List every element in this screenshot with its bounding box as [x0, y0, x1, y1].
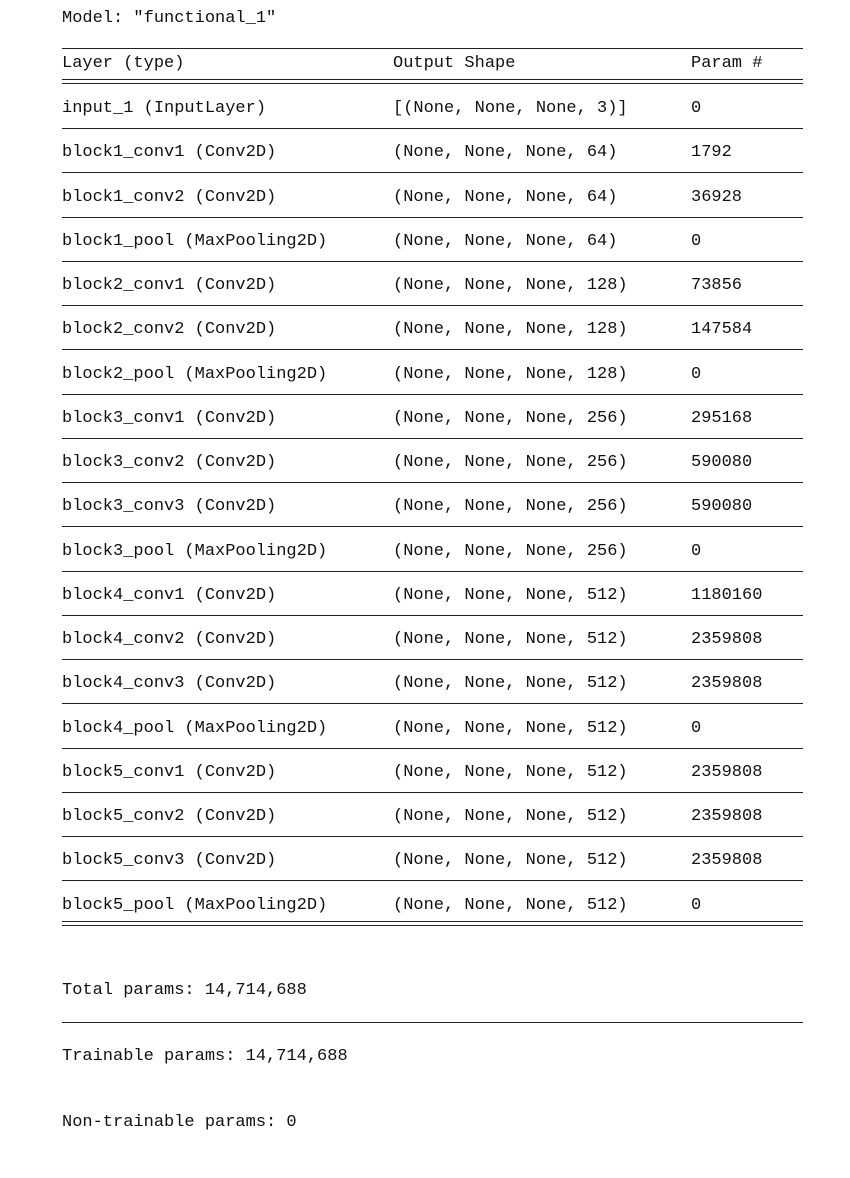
table-row [62, 275, 803, 319]
footer-end-rule [62, 1022, 803, 1023]
layer-name-cell: block1_conv1 (Conv2D) [62, 143, 277, 163]
row-separator [62, 128, 803, 129]
param-count-cell: 0 [691, 231, 702, 251]
param-count-cell: 1180160 [691, 585, 763, 605]
table-row [62, 364, 803, 408]
row-separator [62, 305, 803, 306]
output-shape-cell: (None, None, None, 512) [393, 674, 628, 694]
param-count-cell: 36928 [691, 187, 743, 207]
layer-name-cell: block3_conv1 (Conv2D) [62, 408, 277, 428]
param-count-cell: 1792 [691, 143, 732, 163]
row-separator [62, 394, 803, 395]
total-params: Total params: 14,714,688 [62, 981, 307, 1000]
param-totals [62, 936, 348, 1178]
layer-name-cell: block5_conv1 (Conv2D) [62, 762, 277, 782]
model-title: Model: "functional_1" [62, 9, 277, 28]
output-shape-cell: (None, None, None, 64) [393, 187, 618, 207]
output-shape-cell: (None, None, None, 512) [393, 851, 628, 871]
layer-name-cell: block5_conv2 (Conv2D) [62, 807, 277, 826]
layer-name-cell: block2_conv2 (Conv2D) [62, 320, 277, 340]
table-row [62, 496, 803, 540]
param-count-cell: 0 [691, 718, 702, 738]
param-count-cell: 0 [691, 895, 702, 915]
row-separator [62, 526, 803, 527]
footer-double-rule [62, 921, 803, 926]
output-shape-cell: (None, None, None, 256) [393, 497, 628, 517]
layer-name-cell: block4_conv1 (Conv2D) [62, 585, 277, 605]
output-shape-cell: (None, None, None, 64) [393, 231, 618, 251]
table-row [62, 408, 803, 452]
layer-name-cell: block2_conv1 (Conv2D) [62, 276, 277, 295]
layer-name-cell: block4_pool (MaxPooling2D) [62, 718, 328, 738]
layer-name-cell: block3_conv2 (Conv2D) [62, 453, 277, 472]
layer-name-cell: block5_pool (MaxPooling2D) [62, 895, 328, 915]
layer-name-cell: block4_conv2 (Conv2D) [62, 630, 277, 649]
table-row [62, 98, 803, 142]
table-row [62, 895, 803, 939]
output-shape-cell: (None, None, None, 256) [393, 453, 628, 472]
row-separator [62, 438, 803, 439]
row-separator [62, 261, 803, 262]
header-output-shape: Output Shape [393, 54, 516, 73]
output-shape-cell: (None, None, None, 128) [393, 320, 628, 340]
table-row [62, 585, 803, 629]
param-count-cell: 2359808 [691, 851, 763, 871]
trainable-params: Trainable params: 14,714,688 [62, 1047, 348, 1066]
param-count-cell: 295168 [691, 408, 753, 428]
table-row [62, 142, 803, 186]
output-shape-cell: (None, None, None, 64) [393, 143, 618, 163]
row-separator [62, 792, 803, 793]
table-row [62, 452, 803, 496]
param-count-cell: 2359808 [691, 807, 763, 826]
table-row [62, 806, 803, 850]
non-trainable-params: Non-trainable params: 0 [62, 1113, 297, 1132]
header-double-rule [62, 79, 803, 84]
output-shape-cell: (None, None, None, 512) [393, 585, 628, 605]
row-separator [62, 482, 803, 483]
row-separator [62, 217, 803, 218]
header-param-count: Param # [691, 54, 763, 73]
table-row [62, 541, 803, 585]
header-top-rule [62, 48, 803, 49]
output-shape-cell: (None, None, None, 128) [393, 364, 628, 384]
param-count-cell: 147584 [691, 320, 753, 340]
table-header [62, 53, 803, 75]
row-separator [62, 615, 803, 616]
param-count-cell: 73856 [691, 276, 743, 295]
table-row [62, 319, 803, 363]
table-row [62, 673, 803, 717]
param-count-cell: 2359808 [691, 674, 763, 694]
row-separator [62, 349, 803, 350]
output-shape-cell: (None, None, None, 512) [393, 762, 628, 782]
row-separator [62, 703, 803, 704]
layer-name-cell: block2_pool (MaxPooling2D) [62, 364, 328, 384]
table-row [62, 762, 803, 806]
table-row [62, 718, 803, 762]
table-row [62, 629, 803, 673]
layer-name-cell: block4_conv3 (Conv2D) [62, 674, 277, 694]
output-shape-cell: (None, None, None, 256) [393, 408, 628, 428]
row-separator [62, 659, 803, 660]
row-separator [62, 880, 803, 881]
param-count-cell: 0 [691, 364, 702, 384]
row-separator [62, 836, 803, 837]
output-shape-cell: [(None, None, None, 3)] [393, 99, 628, 118]
param-count-cell: 2359808 [691, 762, 763, 782]
param-count-cell: 0 [691, 99, 702, 118]
header-layer-type: Layer (type) [62, 54, 185, 73]
table-row [62, 850, 803, 894]
param-count-cell: 0 [691, 541, 702, 561]
layer-name-cell: block1_pool (MaxPooling2D) [62, 231, 328, 251]
row-separator [62, 748, 803, 749]
param-count-cell: 590080 [691, 453, 753, 472]
layer-name-cell: block3_pool (MaxPooling2D) [62, 541, 328, 561]
output-shape-cell: (None, None, None, 512) [393, 895, 628, 915]
output-shape-cell: (None, None, None, 128) [393, 276, 628, 295]
table-row [62, 231, 803, 275]
row-separator [62, 172, 803, 173]
output-shape-cell: (None, None, None, 256) [393, 541, 628, 561]
output-shape-cell: (None, None, None, 512) [393, 807, 628, 826]
param-count-cell: 2359808 [691, 630, 763, 649]
layer-name-cell: block3_conv3 (Conv2D) [62, 497, 277, 517]
output-shape-cell: (None, None, None, 512) [393, 718, 628, 738]
output-shape-cell: (None, None, None, 512) [393, 630, 628, 649]
layer-name-cell: block5_conv3 (Conv2D) [62, 851, 277, 871]
table-row [62, 187, 803, 231]
layer-name-cell: block1_conv2 (Conv2D) [62, 187, 277, 207]
row-separator [62, 571, 803, 572]
param-count-cell: 590080 [691, 497, 753, 517]
layer-name-cell: input_1 (InputLayer) [62, 99, 267, 118]
